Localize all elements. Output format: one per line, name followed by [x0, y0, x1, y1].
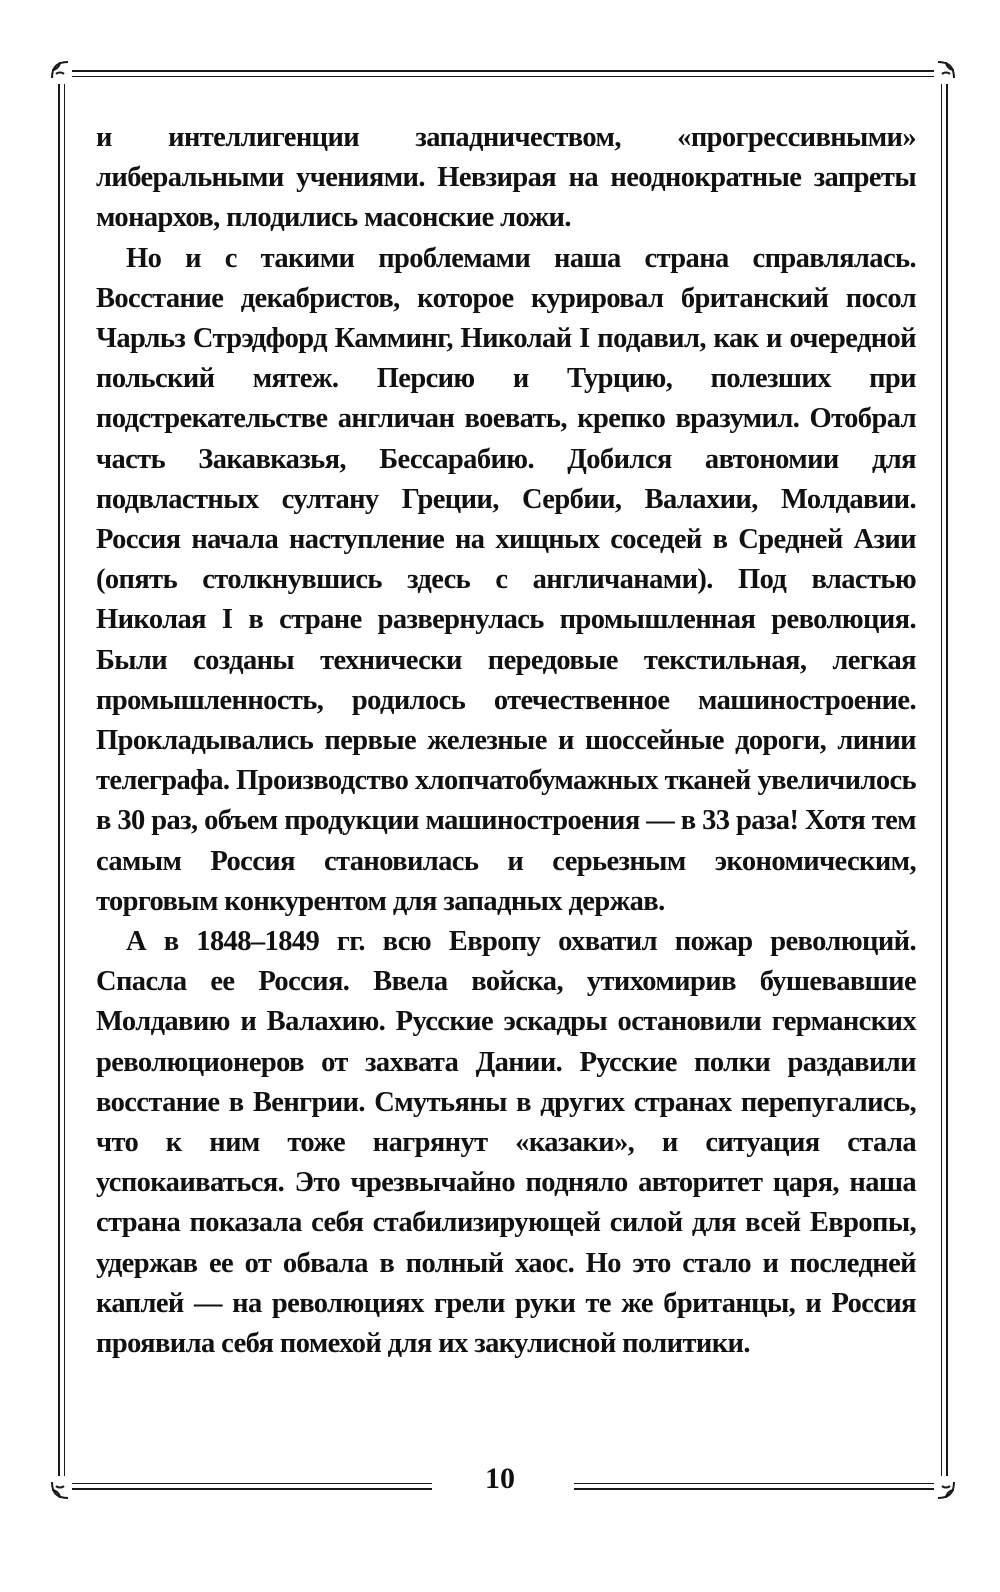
border-top-outer: [72, 70, 934, 72]
border-right-outer: [946, 84, 948, 1476]
border-top-inner: [72, 76, 934, 77]
page-number: 10: [485, 1462, 515, 1495]
border-left-outer: [58, 84, 60, 1476]
border-right-inner: [941, 84, 942, 1476]
border-left-inner: [64, 84, 65, 1476]
corner-ornament-icon: [48, 58, 72, 82]
paragraph-continuation: и интеллигенции западничеством, «прогрессивными» либеральными учениями. Невзирая на неоднократные запреты монархов, плодились масонские ложи.: [96, 122, 916, 234]
body-text: [96, 118, 916, 1364]
paragraph-nicholas-reign: Но и с такими проблемами наша страна справлялась. Восстание декабристов, которое курировал британский посол Чарльз Стрэдфорд Камминг, Николай I подавил, как и очередной польский мятеж. Персию и Турцию, полезших при подстрекательстве англичан воевать, крепко вразумил. Отобрал часть Закавказья, Бессарабию. Добился автономии для подвластных султану Греции, Сербии, Валахии, Молдавии. Россия начала наступление на хищных соседей в Средней Азии (опять столкнувшись здесь с англичанами). Под властью Николая I в стране развернулась промышленная революция. Были созданы технически передовые текстильная, легкая промышленность, родилось отечественное машиностроение. Прокладывались первые железные и шоссейные дороги, линии телеграфа. Производство хлопчатобумажных тканей увеличилось в 30 раз, объем продукции машиностроения — в 33 раза! Хотя тем самым Россия становилась и серьезным экономическим, торговым конкурентом для западных держав.: [96, 242, 916, 917]
corner-ornament-icon: [934, 58, 958, 82]
paragraph-revolutions-1848: А в 1848–1849 гг. всю Европу охватил пожар революций. Спасла ее Россия. Ввела войска, утихомирив бушевавшие Молдавию и Валахию. Русские эскадры остановили германских революционеров от захвата Дании. Русские полки раздавили восстание в Венгрии. Смутьяны в других странах перепугались, что к ним тоже нагрянут «казаки», и ситуация стала успокаиваться. Это чрезвычайно подняло авторитет царя, наша страна показала себя стабилизирующей силой для всей Европы, удержав ее от обвала в полный хаос. Но это стало и последней каплей — на революциях грели руки те же британцы, и Россия проявила себя помехой для их закулисной политики.: [96, 926, 916, 1360]
